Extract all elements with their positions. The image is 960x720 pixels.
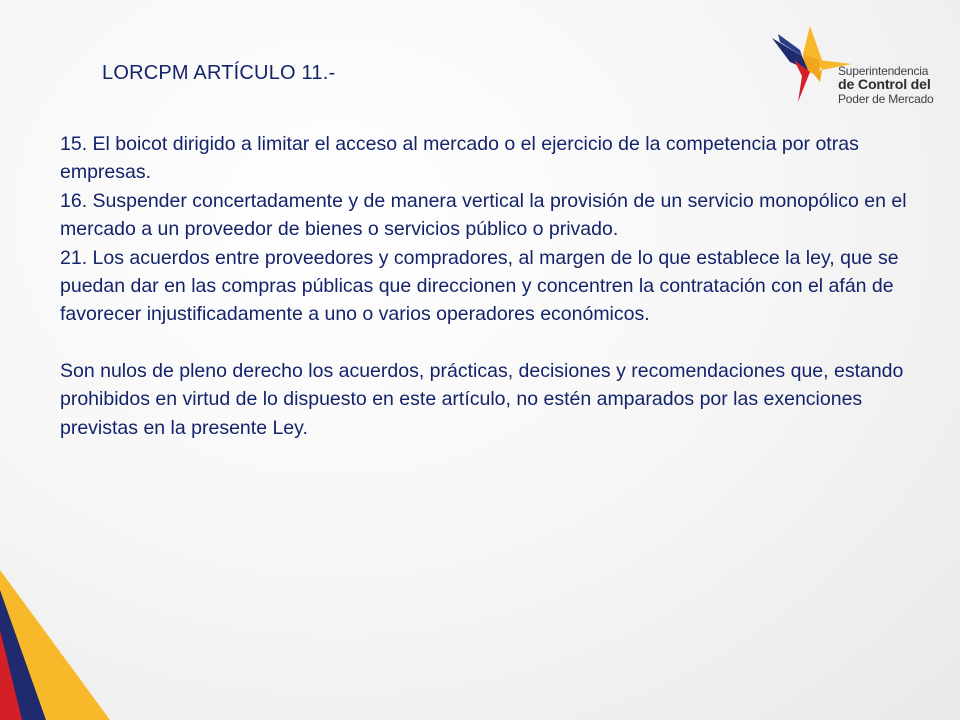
- logo: [772, 26, 942, 104]
- article-body: [60, 130, 920, 442]
- logo-line-1: Superintendencia: [838, 64, 929, 78]
- closing-paragraph: Son nulos de pleno derecho los acuerdos, prácticas, decisiones y recomendaciones que, estando prohibidos en virtud de lo dispuesto en este artículo, no estén amparados por las exenciones previstas en la presente Ley.: [60, 359, 904, 439]
- article-item-16: 16. Suspender concertadamente y de manera vertical la provisión de un servicio monopólico en el mercado a un proveedor de bienes o servicios público o privado.: [60, 189, 907, 241]
- logo-text: [838, 65, 934, 105]
- corner-decoration: [0, 570, 110, 720]
- logo-line-3: Poder de Mercado: [838, 91, 934, 106]
- logo-line-2: de Control del: [838, 76, 931, 93]
- article-item-15: 15. El boicot dirigido a limitar el acceso al mercado o el ejercicio de la competencia por otras empresas.: [60, 133, 859, 184]
- slide-title: LORCPM ARTÍCULO 11.-: [102, 62, 336, 84]
- article-item-21: 21. Los acuerdos entre proveedores y compradores, al margen de lo que establece la ley, que se puedan dar en las compras públicas que direccionen y concentren la contratación con el afán de favorecer injustificadamente a uno o varios operadores económicos.: [60, 246, 899, 326]
